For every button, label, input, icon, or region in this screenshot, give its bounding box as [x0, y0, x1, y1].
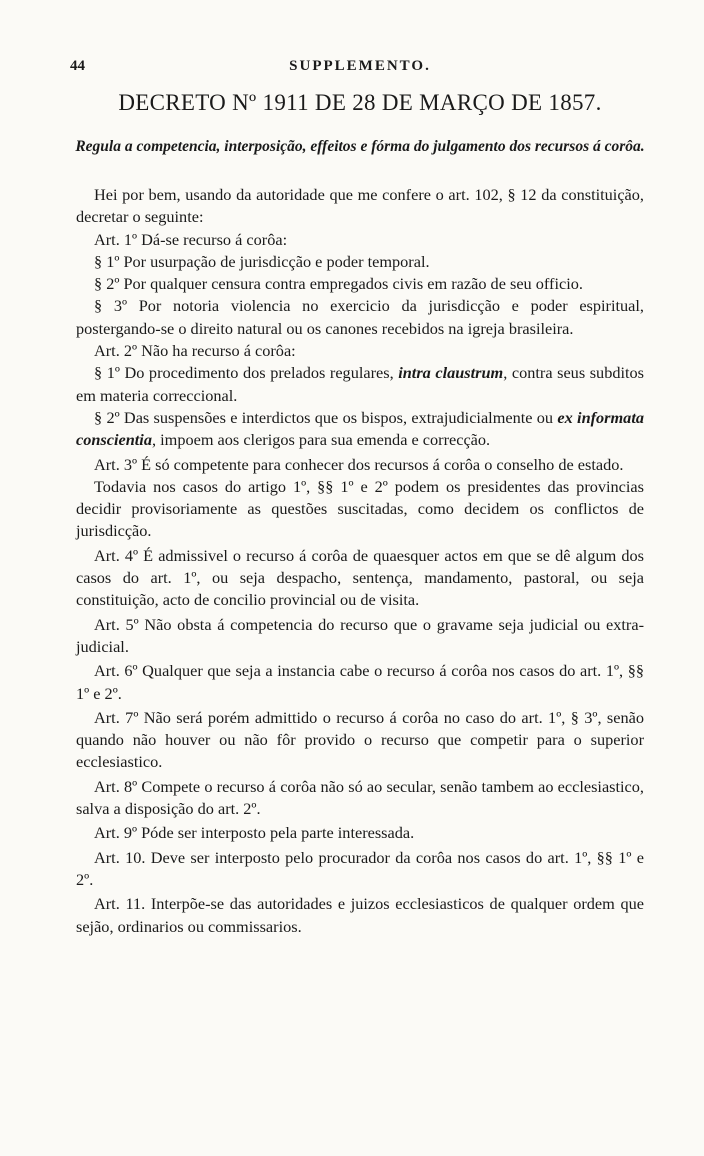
running-head-title: SUPPLEMENTO. — [289, 58, 431, 74]
running-header — [70, 58, 650, 80]
page-number: 44 — [70, 58, 85, 74]
latin-phrase: ex informata conscientia — [76, 407, 644, 450]
article-4: Art. 4º É admissivel o recurso á corôa de quaesquer actos em que se dê algum dos casos do art. 1º, ou seja despacho, sentença, mandamento, pastoral, ou seja constituição, acto de concilio provincial ou de visita. — [76, 545, 644, 610]
article-2-par-2: § 2º Das suspensões e interdictos que os bispos, extrajudicialmente ou ex informata conscientia, impoem aos clerigos para sua emenda e correcção. — [76, 407, 644, 450]
article-6: Art. 6º Qualquer que seja a instancia cabe o recurso á corôa nos casos do art. 1º, §§ 1º e 2º. — [76, 661, 644, 703]
article-11: Art. 11. Interpõe-se das autoridades e juizos ecclesiasticos de qualquer ordem que sejão, ordinarios ou commissarios. — [76, 894, 644, 936]
decree-title: DECRETO Nº 1911 DE 28 DE MARÇO DE 1857. — [118, 90, 602, 115]
article-3-continuation: Todavia nos casos do artigo 1º, §§ 1º e 2º podem os presidentes das provincias decidir provisoriamente as questões suscitadas, como decidem os conflictos de jurisdicção. — [76, 476, 644, 541]
decree-subtitle: Regula a competencia, interposição, effeitos e fórma do julgamento dos recursos á corôa. — [75, 138, 645, 155]
article-10: Art. 10. Deve ser interposto pelo procurador da corôa nos casos do art. 1º, §§ 1º e 2º. — [76, 847, 644, 889]
latin-phrase: intra claustrum — [398, 363, 504, 383]
article-1: Art. 1º Dá-se recurso á corôa: — [94, 229, 288, 249]
article-2-par-1: § 1º Do procedimento dos prelados regulares, intra claustrum, contra seus subditos em materia correccional. — [76, 363, 645, 405]
article-9: Art. 9º Póde ser interposto pela parte interessada. — [94, 823, 415, 843]
article-8: Art. 8º Compete o recurso á corôa não só ao secular, senão tambem ao ecclesiastico, salva a disposição do art. 2º. — [76, 776, 644, 819]
article-7: Art. 7º Não será porém admittido o recurso á corôa no caso do art. 1º, § 3º, senão quando não houver ou não fôr provido o recurso que competir para o superior ecclesiastico. — [76, 707, 644, 772]
article-2: Art. 2º Não ha recurso á corôa: — [94, 341, 296, 361]
preamble: Hei por bem, usando da autoridade que me confere o art. 102, § 12 da constituição, decretar o seguinte: — [76, 185, 644, 227]
article-1-par-3: § 3º Por notoria violencia no exercicio da jurisdicção e poder espiritual, postergando-se o direito natural ou os canones recebidos na igreja brasileira. — [76, 296, 644, 338]
decree-body — [76, 184, 644, 938]
article-1-par-1: § 1º Por usurpação de jurisdicção e poder temporal. — [94, 251, 430, 271]
article-5: Art. 5º Não obsta á competencia do recurso que o gravame seja judicial ou extra-judicial. — [76, 614, 644, 656]
article-3: Art. 3º É só competente para conhecer dos recursos á corôa o conselho de estado. — [94, 454, 624, 474]
article-1-par-2: § 2º Por qualquer censura contra empregados civis em razão de seu officio. — [94, 274, 583, 294]
